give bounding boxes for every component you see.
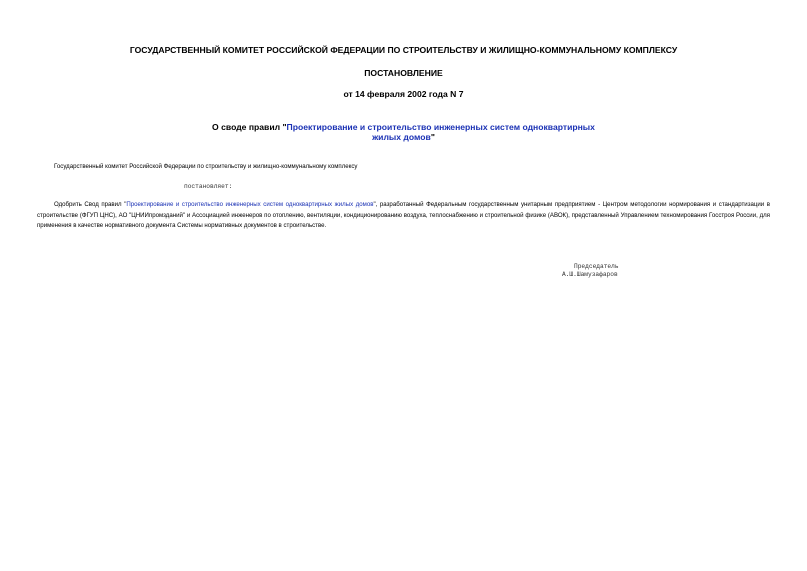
- body-prefix: Одобрить Свод правил ": [54, 201, 127, 208]
- document-type: ПОСТАНОВЛЕНИЕ: [364, 68, 443, 78]
- body-suffix: ", разработанный Федеральным государственным унитарным предприятием - Центром методологии нормирования и стандартизации в строительстве (ФГУП ЦНС), АО "ЦНИИпромзданий" и Ассоциацией инженеров по отоплению, вентиляции, кондиционированию воздуха, теплоснабжению и строительной физике (АВОК), представленный Управлением техномирования Госстроя России, для применения в качестве нормативного документа Системы нормативных документов в строительстве.: [37, 201, 770, 229]
- resolves-word: постановляет:: [184, 183, 233, 190]
- document-date: от 14 февраля 2002 года N 7: [343, 89, 464, 99]
- body-paragraph: [37, 200, 770, 232]
- document-subject: [200, 122, 607, 142]
- subject-suffix: ": [430, 132, 435, 142]
- subject-prefix: О своде правил ": [212, 122, 287, 132]
- committee-header: ГОСУДАРСТВЕННЫЙ КОМИТЕТ РОССИЙСКОЙ ФЕДЕРАЦИИ ПО СТРОИТЕЛЬСТВУ И ЖИЛИЩНО-КОММУНАЛЬНОМУ КОМПЛЕКСУ: [129, 45, 678, 55]
- intro-text: Государственный комитет Российской Федерации по строительству и жилищно-коммунальному комплексу: [54, 163, 358, 170]
- body-link[interactable]: Проектирование и строительство инженерных систем одноквартирных жилых домов: [126, 201, 374, 208]
- subject-link[interactable]: Проектирование и строительство инженерных систем одноквартирных жилых домов: [286, 122, 595, 142]
- signature-title: Председатель: [574, 263, 619, 270]
- signature-name: А.Ш.Шамузафаров: [562, 271, 618, 278]
